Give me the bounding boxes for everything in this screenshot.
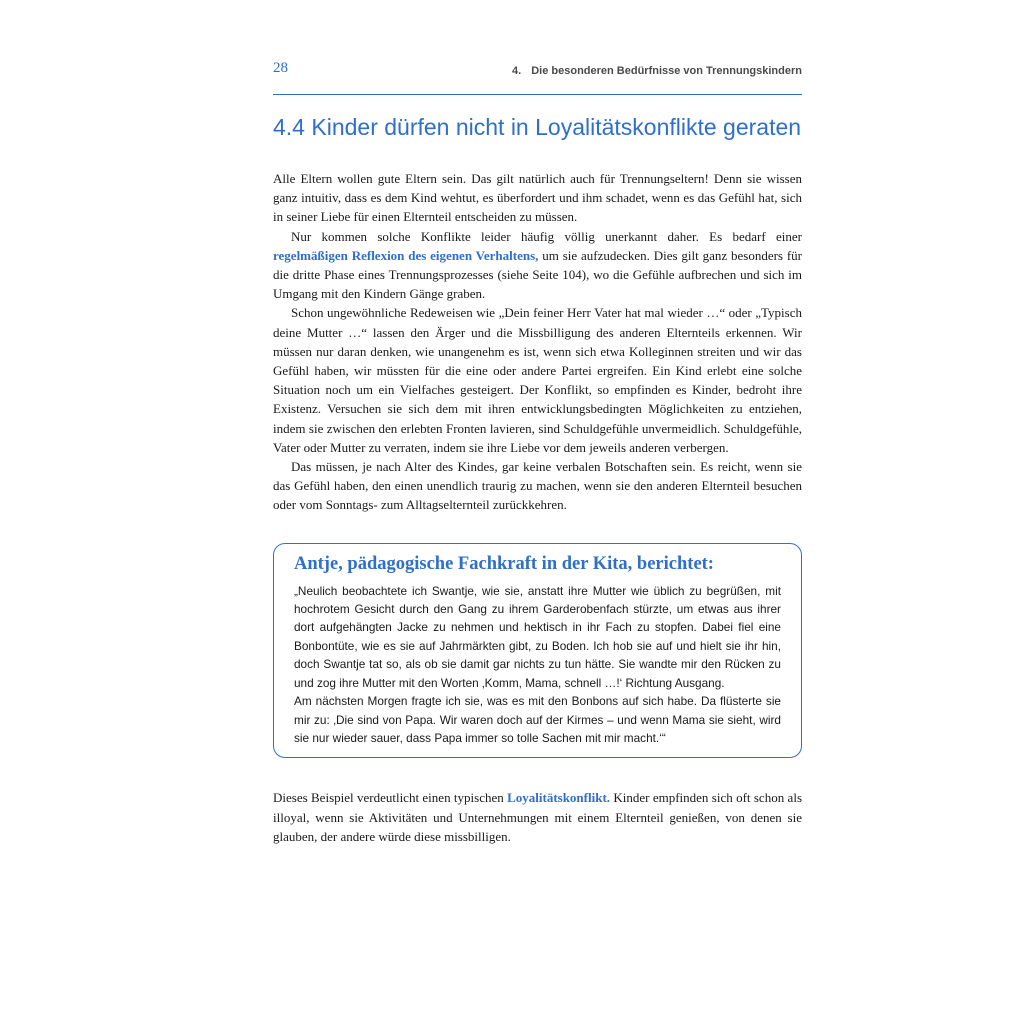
paragraph-2-end: um sie aufzudecken. Dies gilt ganz besonders für die dritte Phase eines Trennungsprozesses (siehe Seite 104), wo die Gefühle aufbrechen und sich im Umgang mit den Kindern Gänge graben. (273, 247, 802, 302)
running-chapter-title (512, 65, 802, 77)
highlight-loyalitaetskonflikt: Loyalitätskonflikt. (507, 790, 611, 806)
paragraph-3: Schon ungewöhnliche Redeweisen wie „Dein feiner Herr Vater hat mal wieder …“ oder „Typisch deine Mutter …“ lassen den Ärger und die Missbilligung des anderen Elternteils erkennen. Wir müssen nur daran denken, wie unangenehm es ist, wenn sich etwa Kolleginnen streiten und wir das Gefühl haben, wir müssten für die eine oder andere Partei ergreifen. Ein Kind erlebt eine solche Situation noch um ein Vielfaches gesteigert. Der Konflikt, so empfinden es Kinder, bedroht ihre Existenz. Versuchen sie sich dem mit ihren entwicklungsbedingten Möglichkeiten zu entziehen, indem sie zwischen den erlebten Fronten lavieren, sind Schuldgefühle unvermeidlich. Schuldgefühle, Vater oder Mutter zu verraten, indem sie ihre Liebe vor dem jeweils anderen verbergen. (273, 305, 802, 455)
book-page (273, 58, 802, 846)
chapter-title-text: Die besonderen Bedürfnisse von Trennungskindern (531, 65, 802, 77)
box-title: Antje, pädagogische Fachkraft in der Kita, berichtet: (294, 553, 714, 574)
header-rule (273, 94, 802, 95)
paragraph-4: Das müssen, je nach Alter des Kindes, gar keine verbalen Botschaften sein. Es reicht, wenn sie das Gefühl haben, den einen unendlich traurig zu machen, wenn sie den anderen Elternteil besuchen oder vom Sonntags- zum Alltagselternteil zurückkehren. (273, 459, 802, 513)
closing-start: Dieses Beispiel verdeutlicht einen typischen (273, 790, 508, 806)
example-box (273, 543, 802, 759)
paragraph-1: Alle Eltern wollen gute Eltern sein. Das gilt natürlich auch für Trennungseltern! Denn sie wissen ganz intuitiv, dass es dem Kind wehtut, es überfordert und ihm schadet, wenn es das Gefühl hat, sich in seiner Liebe für einen Elternteil entscheiden zu müssen. (273, 171, 802, 225)
section-heading: 4.4 Kinder dürfen nicht in Loyalitätskonflikte geraten (273, 114, 802, 140)
chapter-number: 4. (512, 65, 522, 77)
running-head (273, 58, 802, 88)
box-quote (294, 582, 781, 748)
page-number: 28 (273, 60, 288, 76)
paragraph-2-start: Nur kommen solche Konflikte leider häufig völlig unerkannt daher. Es bedarf einer (291, 228, 802, 244)
closing-text (273, 788, 802, 846)
quote-paragraph-2: Am nächsten Morgen fragte ich sie, was es mit den Bonbons auf sich habe. Da flüsterte sie mir zu: ‚Die sind von Papa. Wir waren doch auf der Kirmes – und wenn Mama sie sieht, wird sie nur wieder sauer, dass Papa immer so tolle Sachen mit mir macht.‘“ (294, 694, 781, 745)
quote-paragraph-1: „Neulich beobachtete ich Swantje, wie sie, anstatt ihre Mutter wie üblich zu begrüßen, mit hochrotem Gesicht durch den Gang zu ihrem Garderobenfach stürzte, um etwas aus ihrer dort aufgehängten Jacke zu nehmen und hektisch in ihr Fach zu stopfen. Dabei fiel eine Bonbontüte, wie es sie auf Jahrmärkten gibt, zu Boden. Ich hob sie auf und hielt sie ihr hin, doch Swantje tat so, als ob sie damit gar nichts zu tun hätte. Sie wandte mir den Rücken zu und zog ihre Mutter mit den Worten ‚Komm, Mama, schnell …!‘ Richtung Ausgang. (294, 583, 781, 690)
paragraph-2 (273, 227, 802, 304)
closing-end: Kinder empfinden sich oft schon als illoyal, wenn sie Aktivitäten und Unternehmungen mit einem Elternteil genießen, von denen sie glauben, der andere würde diese missbilligen. (273, 790, 802, 844)
body-text (273, 169, 802, 515)
closing-paragraph (273, 788, 802, 846)
highlight-reflexion: regelmäßigen Reflexion des eigenen Verhaltens, (273, 247, 539, 263)
